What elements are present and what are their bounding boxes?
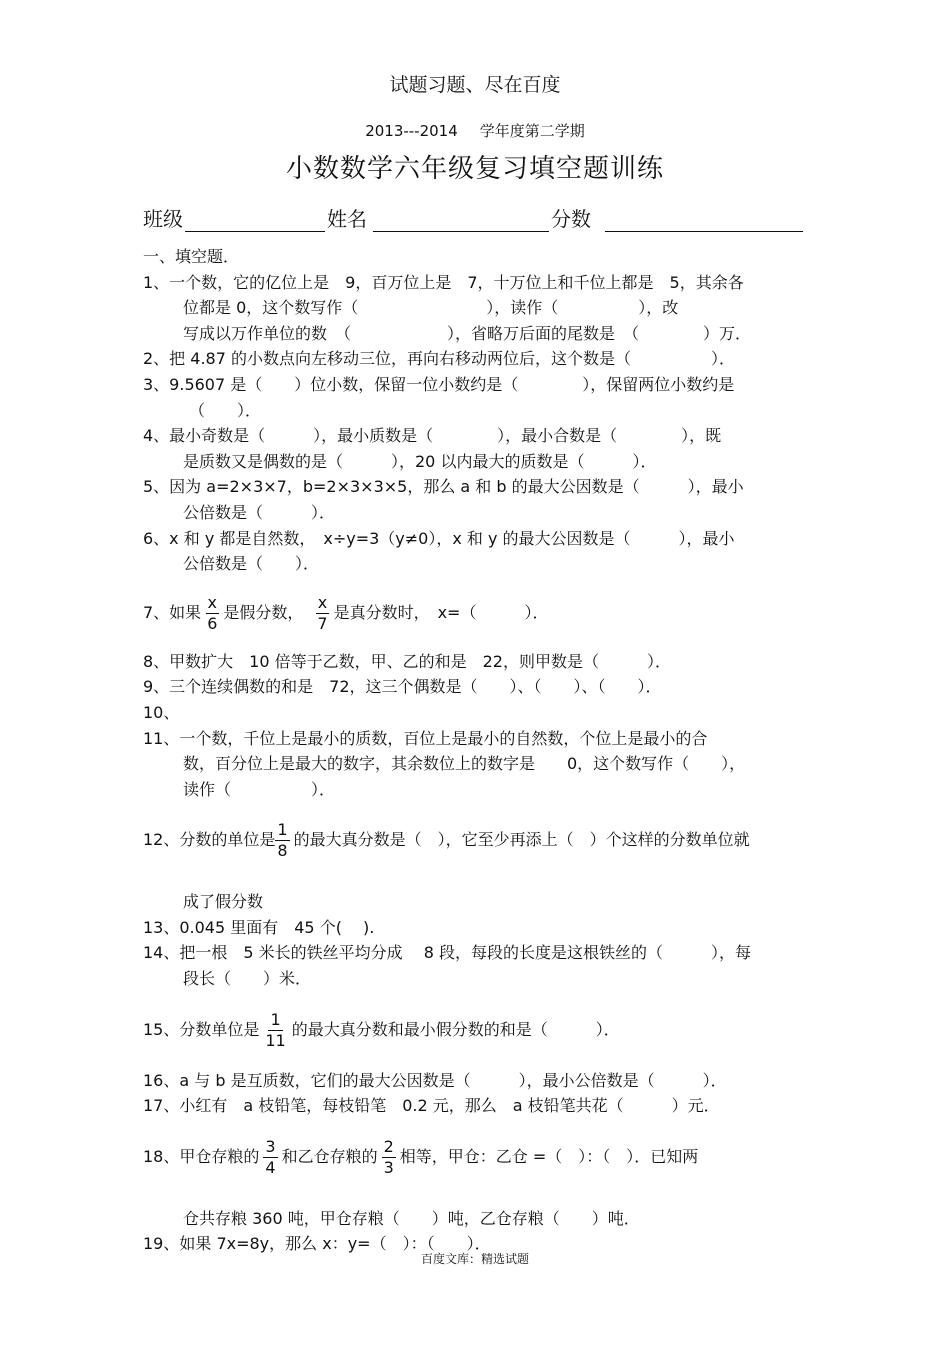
question-6-line-2: 公倍数是（ ）． — [183, 554, 320, 574]
question-1-line-2: 位都是 0，这个数写作（ ），读作（ ），改 — [183, 298, 679, 318]
question-12-text-b: 的最大真分数是（ ），它至少再添上（ ）个这样的分数单位就 — [293, 830, 750, 850]
question-18-line-2: 仓共存粮 360 吨，甲仓存粮（ ）吨，乙仓存粮（ ）吨． — [183, 1208, 640, 1228]
question-12-text-a: 12、分数的单位是 — [143, 830, 276, 850]
question-12-line-2: 成了假分数 — [183, 892, 264, 912]
fraction-x-over-6: $\frac{x}{6}$ — [207, 592, 218, 633]
question-14-line-1: 14、把一根 5 米长的铁丝平均分成 8 段，每段的长度是这根铁丝的（ ），每 — [143, 943, 751, 963]
fraction-1-over-8: $\frac{1}{8}$ — [277, 820, 288, 861]
question-14-line-2: 段长（ ）米． — [183, 969, 312, 989]
question-7-text-b: 是假分数， — [223, 602, 304, 622]
page-footer: 百度文库：精选试题 — [420, 1252, 529, 1266]
question-9: 9、三个连续偶数的和是 72，这三个偶数是（ ）、（ ）、（ ）． — [143, 677, 662, 697]
score-label: 分数 — [551, 207, 591, 231]
question-19: 19、如果 7x=8y，那么 x：y=（ ）：（ ）． — [143, 1234, 491, 1254]
question-11-line-2: 数，百分位上是最大的数字，其余数位上的数字是 0，这个数写作（ ）， — [183, 754, 746, 774]
question-18-line-1 — [143, 1131, 823, 1183]
score-blank[interactable] — [605, 207, 803, 232]
question-7-text-c: 是真分数时， x=（ ）． — [333, 602, 549, 622]
question-4-line-2: 是质数又是偶数的是（ ），20 以内最大的质数是（ ）． — [183, 451, 657, 471]
fraction-x-over-7: $\frac{x}{7}$ — [317, 592, 328, 633]
question-10: 10、 — [143, 702, 180, 722]
question-2: 2、把 4.87 的小数点向左移动三位，再向右移动两位后，这个数是（ ）． — [143, 349, 735, 369]
question-11-line-3: 读作（ ）． — [183, 779, 336, 799]
question-15-text-a: 15、分数单位是 — [143, 1019, 260, 1039]
fraction-1-over-11: $\frac{1}{11}$ — [265, 1009, 286, 1050]
question-18-text-c: 相等，甲仓：乙仓 =（ ）：（ ）．已知两 — [399, 1146, 699, 1166]
question-5-line-2: 公倍数是（ ）． — [183, 502, 336, 522]
question-list — [143, 244, 823, 1257]
question-6-line-1: 6、x 和 y 都是自然数， x÷y=3（y≠0），x 和 y 的最大公因数是（ ），最小 — [143, 528, 735, 548]
question-18-text-b: 和乙仓存粮的 — [281, 1146, 378, 1166]
question-15-text-b: 的最大真分数和最小假分数的和是（ ）． — [291, 1019, 620, 1039]
class-blank[interactable] — [185, 207, 325, 232]
question-1-line-1: 1、一个数，它的亿位上是 9，百万位上是 7，十万位上和千位上都是 5，其余各 — [143, 272, 744, 292]
question-1-line-3: 写成以万作单位的数 （ ），省略万后面的尾数是 （ ）万． — [183, 323, 752, 343]
term-semester: 学年度第二学期 — [479, 122, 585, 140]
fraction-2-over-3: $\frac{2}{3}$ — [383, 1136, 394, 1177]
name-label: 姓名 — [327, 207, 367, 231]
question-5-line-1: 5、因为 a=2×3×7，b=2×3×3×5，那么 a 和 b 的最大公因数是（ ），最小 — [143, 477, 744, 497]
name-blank[interactable] — [373, 207, 549, 232]
worksheet-title: 小数数学六年级复习填空题训练 — [285, 154, 664, 184]
question-17: 17、小红有 a 枝铅笔，每枝铅笔 0.2 元，那么 a 枝铅笔共花（ ）元． — [143, 1096, 720, 1116]
page-header: 试题习题、尽在百度 — [389, 74, 561, 96]
student-info-fields — [143, 203, 805, 232]
question-18-text-a: 18、甲仓存粮的 — [143, 1146, 260, 1166]
question-7 — [143, 587, 823, 639]
question-12-line-1 — [143, 814, 823, 866]
question-4-line-1: 4、最小奇数是（ ），最小质数是（ ），最小合数是（ ），既 — [143, 426, 722, 446]
fraction-3-over-4: $\frac{3}{4}$ — [265, 1136, 276, 1177]
section-heading: 一、填空题． — [143, 247, 240, 266]
question-13: 13、0.045 里面有 45 个( ). — [143, 917, 375, 937]
question-7-text-a: 7、如果 — [143, 602, 202, 622]
term-years: 2013---2014 — [365, 122, 458, 140]
question-3-line-2: （ ）． — [189, 400, 262, 420]
class-label: 班级 — [143, 207, 183, 231]
question-8: 8、甲数扩大 10 倍等于乙数，甲、乙的和是 22，则甲数是（ ）． — [143, 651, 671, 671]
question-3-line-1: 3、9.5607 是（ ）位小数，保留一位小数约是（ ），保留两位小数约是 — [143, 374, 735, 394]
question-11-line-1: 11、一个数，千位上是最小的质数，百位上是最小的自然数，个位上是最小的合 — [143, 728, 708, 748]
school-term — [0, 120, 950, 141]
question-15 — [143, 1004, 823, 1056]
question-16: 16、a 与 b 是互质数，它们的最大公因数是（ ），最小公倍数是（ ）． — [143, 1070, 727, 1090]
